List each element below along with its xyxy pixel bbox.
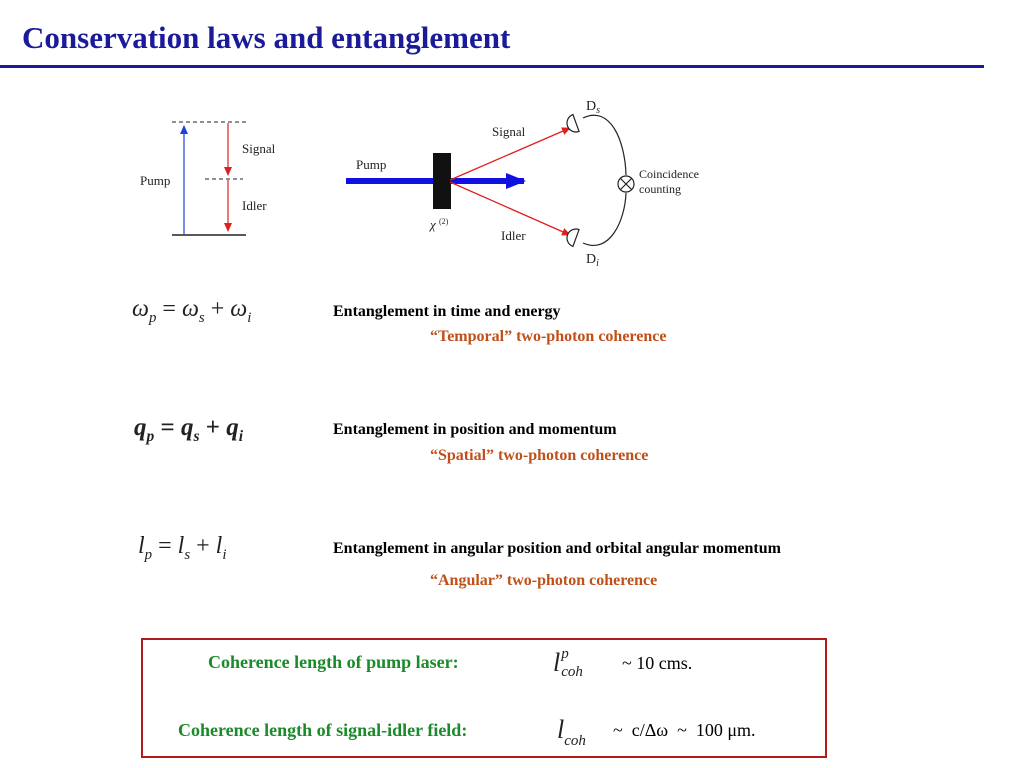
idler-wire: [583, 193, 626, 245]
momentum-conservation-equation: $q_p = q_s + q_i$: [134, 414, 244, 445]
energy-conservation-equation: $\omega_p = \omega_s + \omega_i$: [132, 296, 252, 326]
angular-coherence-label: “Angular” two-photon coherence: [430, 572, 658, 589]
coincidence-label-line1: Coincidence: [639, 167, 699, 181]
pump-coherence-length-value: ~ 10 cms.: [622, 653, 693, 673]
crystal-order: (2): [439, 217, 449, 226]
pump-coherence-length-symbol: l p coh: [553, 646, 583, 680]
setup-signal-label: Signal: [492, 124, 526, 139]
signal-detector-label: $D_s$: [586, 99, 601, 116]
page-title: Conservation laws and entanglement: [22, 20, 511, 55]
nonlinear-crystal: [433, 153, 451, 209]
spatial-coherence-label: “Spatial” two-photon coherence: [430, 447, 649, 464]
momentum-entanglement-heading: Entanglement in position and momentum: [333, 421, 617, 438]
signal-detector-icon: [564, 115, 579, 135]
signal-wire: [583, 115, 626, 175]
spdc-diagram: [0, 0, 1024, 300]
coincidence-label-line2: counting: [639, 182, 681, 196]
signal-idler-coherence-length-label: Coherence length of signal-idler field:: [178, 720, 468, 740]
crystal-label: χ: [430, 217, 436, 232]
pump-coherence-length-label: Coherence length of pump laser:: [208, 652, 459, 672]
energy-pump-label: Pump: [140, 173, 171, 188]
temporal-coherence-label: “Temporal” two-photon coherence: [430, 328, 667, 345]
energy-idler-label: Idler: [242, 198, 267, 213]
energy-entanglement-heading: Entanglement in time and energy: [333, 303, 561, 320]
signal-idler-coherence-length-symbol: $l_{coh}$: [557, 715, 586, 749]
setup-pump-label: Pump: [356, 157, 387, 172]
signal-idler-coherence-length-value: ~ c/Δω ~ 100 μm.: [613, 720, 756, 740]
angular-entanglement-heading: Entanglement in angular position and orbital angular momentum: [333, 540, 781, 557]
setup-idler-label: Idler: [501, 228, 526, 243]
angular-momentum-conservation-equation: $l_p = l_s + l_i$: [138, 533, 227, 563]
idler-detector-label: $D_i$: [586, 252, 599, 269]
energy-signal-label: Signal: [242, 141, 276, 156]
idler-detector-icon: [564, 226, 579, 246]
